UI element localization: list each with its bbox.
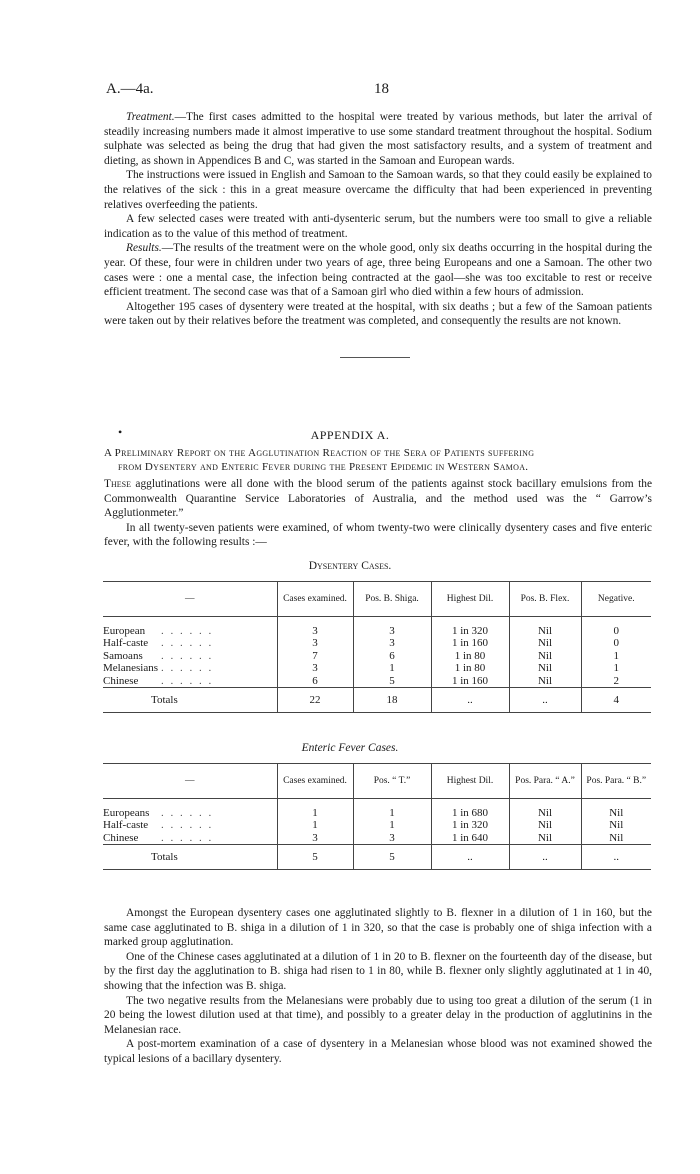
page-header	[106, 81, 626, 101]
column-header: Pos. “ T.”	[353, 764, 431, 799]
column-header: Pos. Para. “ B.”	[581, 764, 651, 799]
table-header-row	[103, 764, 651, 799]
paragraph-lead: Treatment.	[126, 111, 175, 123]
paragraph: A post-mortem examination of a case of dysentery in a Melanesian whose blood was not examined showed the typical lesions of a bacillary dysentery.	[104, 1038, 652, 1065]
totals-row: Totals 5 5 .. .. ..	[103, 845, 651, 870]
enteric-table-title: Enteric Fever Cases.	[301, 742, 399, 754]
column-header: Highest Dil.	[431, 764, 509, 799]
paragraph: The two negative results from the Melanesians were probably due to using too great a dilution of the serum (1 in 20 being the lowest dilution used at that time), and possibly to a greater delay in the production of agglutinins in the Melanesian race.	[104, 994, 652, 1036]
report-title-line: from Dysentery and Enteric Fever during the Present Epidemic in Western Samoa.	[118, 461, 529, 473]
report-title-line: A Preliminary Report on the Agglutination Reaction of the Sera of Patients suffering	[104, 447, 535, 459]
table-row: European . . . . . . 3 3 1 in 320 Nil 0	[103, 625, 651, 637]
table-row: Samoans . . . . . . 7 6 1 in 80 Nil 1	[103, 650, 651, 662]
column-header: Cases examined.	[277, 764, 353, 799]
paragraph: Amongst the European dysentery cases one agglutinated slightly to B. flexner in a dilution of 1 in 160, but the same case agglutinated to B. shiga in a dilution of 1 in 320, so that the case is probably one of shiga infection with a marked group agglutination.	[104, 907, 652, 949]
appendix-heading: APPENDIX A.	[310, 428, 390, 442]
table-row: Europeans . . . . . . 1 1 1 in 680 Nil Nil	[103, 807, 651, 819]
totals-row: Totals 22 18 .. .. 4	[103, 688, 651, 713]
table-row: Half-caste . . . . . . 3 3 1 in 160 Nil 0	[103, 637, 651, 649]
table-row: Melanesians . . . . . . 3 1 1 in 80 Nil 1	[103, 662, 651, 674]
dysentery-table-title: Dysentery Cases.	[308, 560, 392, 572]
column-header: Cases examined.	[277, 582, 353, 617]
treatment-section	[104, 110, 652, 329]
paragraph-lead: Results.	[126, 242, 162, 255]
paragraph: Results.—The results of the treatment were on the whole good, only six deaths occurring in the hospital during the year. Of these, four were in children under two years of age, three being Europeans and one a Samoan. The other two cases were : one a mental case, the infection being contracted at the gaol—she was too excitable to rest or receive efficient treatment. The second case was that of a Samoan girl who died within a few hours of admission.	[104, 242, 652, 299]
column-header: —	[103, 764, 277, 799]
table-row: Chinese . . . . . . 3 3 1 in 640 Nil Nil	[103, 832, 651, 845]
column-header: Pos. B. Flex.	[509, 582, 581, 617]
discussion-section	[104, 906, 652, 1067]
table-row: Chinese . . . . . . 6 5 1 in 160 Nil 2	[103, 675, 651, 688]
document-reference: A.—4a.	[106, 81, 154, 97]
column-header: —	[103, 582, 277, 617]
report-intro	[104, 477, 652, 550]
paragraph-lead: These	[104, 478, 131, 490]
paragraph: Treatment.—The first cases admitted to the hospital were treated by various methods, but later the arrival of steadily increasing numbers made it almost imperative to use some standard treatment throughout the hospital. Sodium sulphate was selected as being the drug that had given the most satisfactory results, and a system of treatment and dieting, as shown in Appendices B and C, was started in the Samoan and European wards.	[104, 111, 652, 167]
table-row: Half-caste . . . . . . 1 1 1 in 320 Nil Nil	[103, 819, 651, 831]
paragraph: Altogether 195 cases of dysentery were treated at the hospital, with six deaths ; but a few of the Samoan patients were taken out by their relatives before the treatment was completed, and consequently the results are not known.	[104, 300, 652, 328]
column-header: Negative.	[581, 582, 651, 617]
column-header: Highest Dil.	[431, 582, 509, 617]
margin-mark: •	[118, 425, 123, 439]
section-divider	[340, 357, 410, 358]
dysentery-table	[103, 581, 651, 713]
table-header-row	[103, 582, 651, 617]
report-title	[104, 446, 652, 474]
paragraph: A few selected cases were treated with anti-dysenteric serum, but the numbers were too small to give a reliable indication as to the value of this method of treatment.	[104, 213, 652, 240]
column-header: Pos. Para. “ A.”	[509, 764, 581, 799]
page-number: 18	[374, 81, 389, 97]
paragraph: These agglutinations were all done with the blood serum of the patients against stock bacillary emulsions from the Commonwealth Quarantine Service Laboratories of Australia, and the method used was the “ Garrow’s Agglutionmeter.”	[104, 478, 652, 520]
paragraph: One of the Chinese cases agglutinated at a dilution of 1 in 20 to B. flexner on the fourteenth day of the disease, but by the first day the agglutination to B. shiga had risen to 1 in 80, while B. flexner only slightly agglutinated at 1 in 40, showing that the infection was B. shiga.	[104, 950, 652, 992]
paragraph: The instructions were issued in English and Samoan to the Samoan wards, so that they could easily be explained to the relatives of the sick : this in a great measure overcame the difficulty that had been experienced in preventing relatives overfeeding the patients.	[104, 169, 652, 211]
paragraph: In all twenty-seven patients were examined, of whom twenty-two were clinically dysentery cases and five enteric fever, with the following results :—	[104, 521, 652, 549]
enteric-table	[103, 763, 651, 870]
column-header: Pos. B. Shiga.	[353, 582, 431, 617]
